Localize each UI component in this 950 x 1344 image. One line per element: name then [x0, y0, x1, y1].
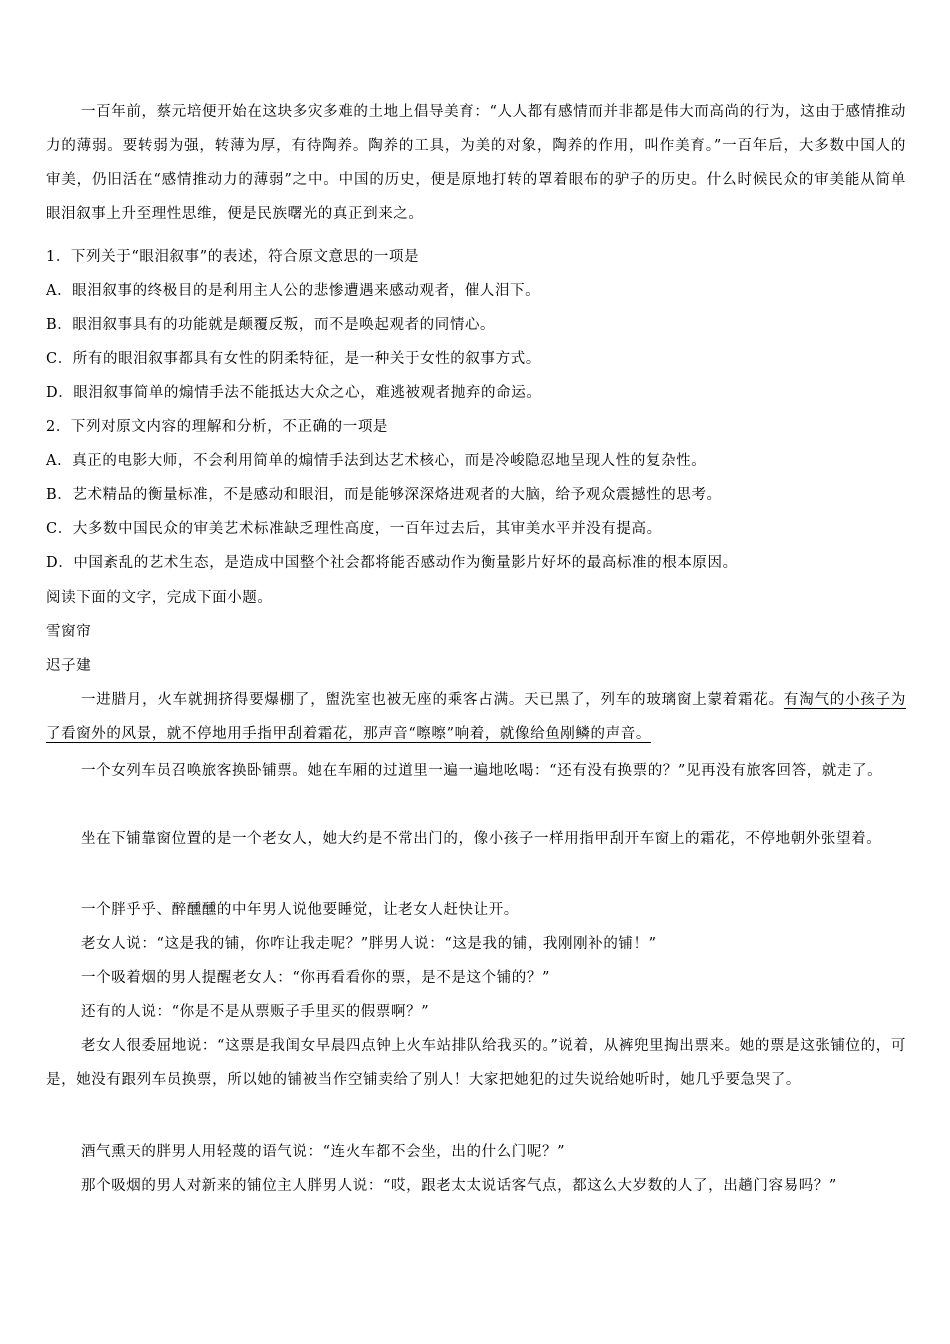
- story-title: 雪窗帘: [46, 624, 92, 640]
- story-author: 迟子建: [46, 658, 92, 674]
- story-paragraph-1-text: 一进腊月，火车就拥挤得要爆棚了，盥洗室也被无座的乘客占满。天已黑了，列车的玻璃窗上蒙着霜花。: [81, 692, 784, 708]
- question-2-stem: 2．下列对原文内容的理解和分析，不正确的一项是: [46, 419, 389, 435]
- story-paragraph-6: 一个吸着烟的男人提醒老女人：“你再看看你的票，是不是这个铺的？”: [81, 970, 551, 986]
- story-paragraph-3: 坐在下铺靠窗位置的是一个老女人，她大约是不常出门的，像小孩子一样用指甲刮开车窗上的霜花，不停地朝外张望着。: [81, 831, 882, 847]
- passage-paragraph: 一百年前，蔡元培便开始在这块多灾多难的土地上倡导美育：“人人都有感情而并非都是伟大而高尚的行为，这由于感情推动力的薄弱。要转弱为强，转薄为厚，有待陶养。陶养的工具，为美的对象，陶养的作用，叫作美育。”一百年后，大多数中国人的审美，仍旧活在“感情推动力的薄弱”之中。中国的历史，便是原地打转的罩着眼布的驴子的历史。什么时候民众的审美能从简单眼泪叙事上升至理性思维，便是民族曙光的真正到来之。: [46, 104, 906, 222]
- question-2-option-c: C．大多数中国民众的审美艺术标准缺乏理性高度，一百年过去后，其审美水平并没有提高。: [46, 521, 662, 537]
- question-2-option-a: A．真正的电影大师，不会利用简单的煽情手法到达艺术核心，而是冷峻隐忍地呈现人性的复杂性。: [46, 453, 707, 469]
- question-1-stem: 1．下列关于“眼泪叙事”的表述，符合原文意思的一项是: [46, 249, 420, 265]
- question-1-option-a: A．眼泪叙事的终极目的是利用主人公的悲惨遭遇来感动观者，催人泪下。: [46, 283, 541, 299]
- question-2-option-d: D．中国紊乱的艺术生态，是造成中国整个社会都将能否感动作为衡量影片好坏的最高标准的根本原因。: [46, 555, 738, 571]
- reading-instruction: 阅读下面的文字，完成下面小题。: [46, 590, 273, 606]
- story-paragraph-4: 一个胖乎乎、醉醺醺的中年男人说他要睡觉，让老女人赶快让开。: [81, 902, 519, 918]
- question-1-option-c: C．所有的眼泪叙事都具有女性的阴柔特征，是一种关于女性的叙事方式。: [46, 351, 541, 367]
- story-paragraph-2: 一个女列车员召唤旅客换卧铺票。她在车厢的过道里一遍一遍地吆喝：“还有没有换票的？”见再没有旅客回答，就走了。: [81, 763, 883, 779]
- story-paragraph-10: 那个吸烟的男人对新来的铺位主人胖男人说：“哎，跟老太太说话客气点，都这么大岁数的人了，出趟门容易吗？”: [81, 1178, 837, 1194]
- question-1-option-b: B．眼泪叙事具有的功能就是颠覆反叛，而不是唤起观者的同情心。: [46, 317, 496, 333]
- story-paragraph-9: 酒气熏天的胖男人用轻蔑的语气说：“连火车都不会坐，出的什么门呢？”: [81, 1144, 566, 1160]
- story-paragraph-7: 还有的人说：“你是不是从票贩子手里买的假票啊？”: [81, 1004, 430, 1020]
- question-2-option-b: B．艺术精品的衡量标准，不是感动和眼泪，而是能够深深烙进观者的大脑，给予观众震撼性的思考。: [46, 487, 722, 503]
- story-paragraph-5: 老女人说：“这是我的铺，你咋让我走呢？”胖男人说：“这是我的铺，我刚刚补的铺！”: [81, 936, 657, 952]
- story-paragraph-1: [46, 683, 906, 751]
- story-paragraph-8: 老女人很委屈地说：“这票是我闺女早晨四点钟上火车站排队给我买的。”说着，从裤兜里掏出票来。她的票是这张铺位的，可是，她没有跟列车员换票，所以她的铺被当作空铺卖给了别人！大家把她犯的过失说给她听时，她几乎要急哭了。: [46, 1038, 906, 1088]
- question-1-option-d: D．眼泪叙事简单的煽情手法不能抵达大众之心，难逃被观者抛弃的命运。: [46, 385, 542, 401]
- underlined-sentence: 有淘气的小孩子为了看窗外的风景，就不停地用手指甲刮着霜花，那声音“嚓嚓”响着，就像给鱼剐鳞的声音。: [46, 692, 906, 742]
